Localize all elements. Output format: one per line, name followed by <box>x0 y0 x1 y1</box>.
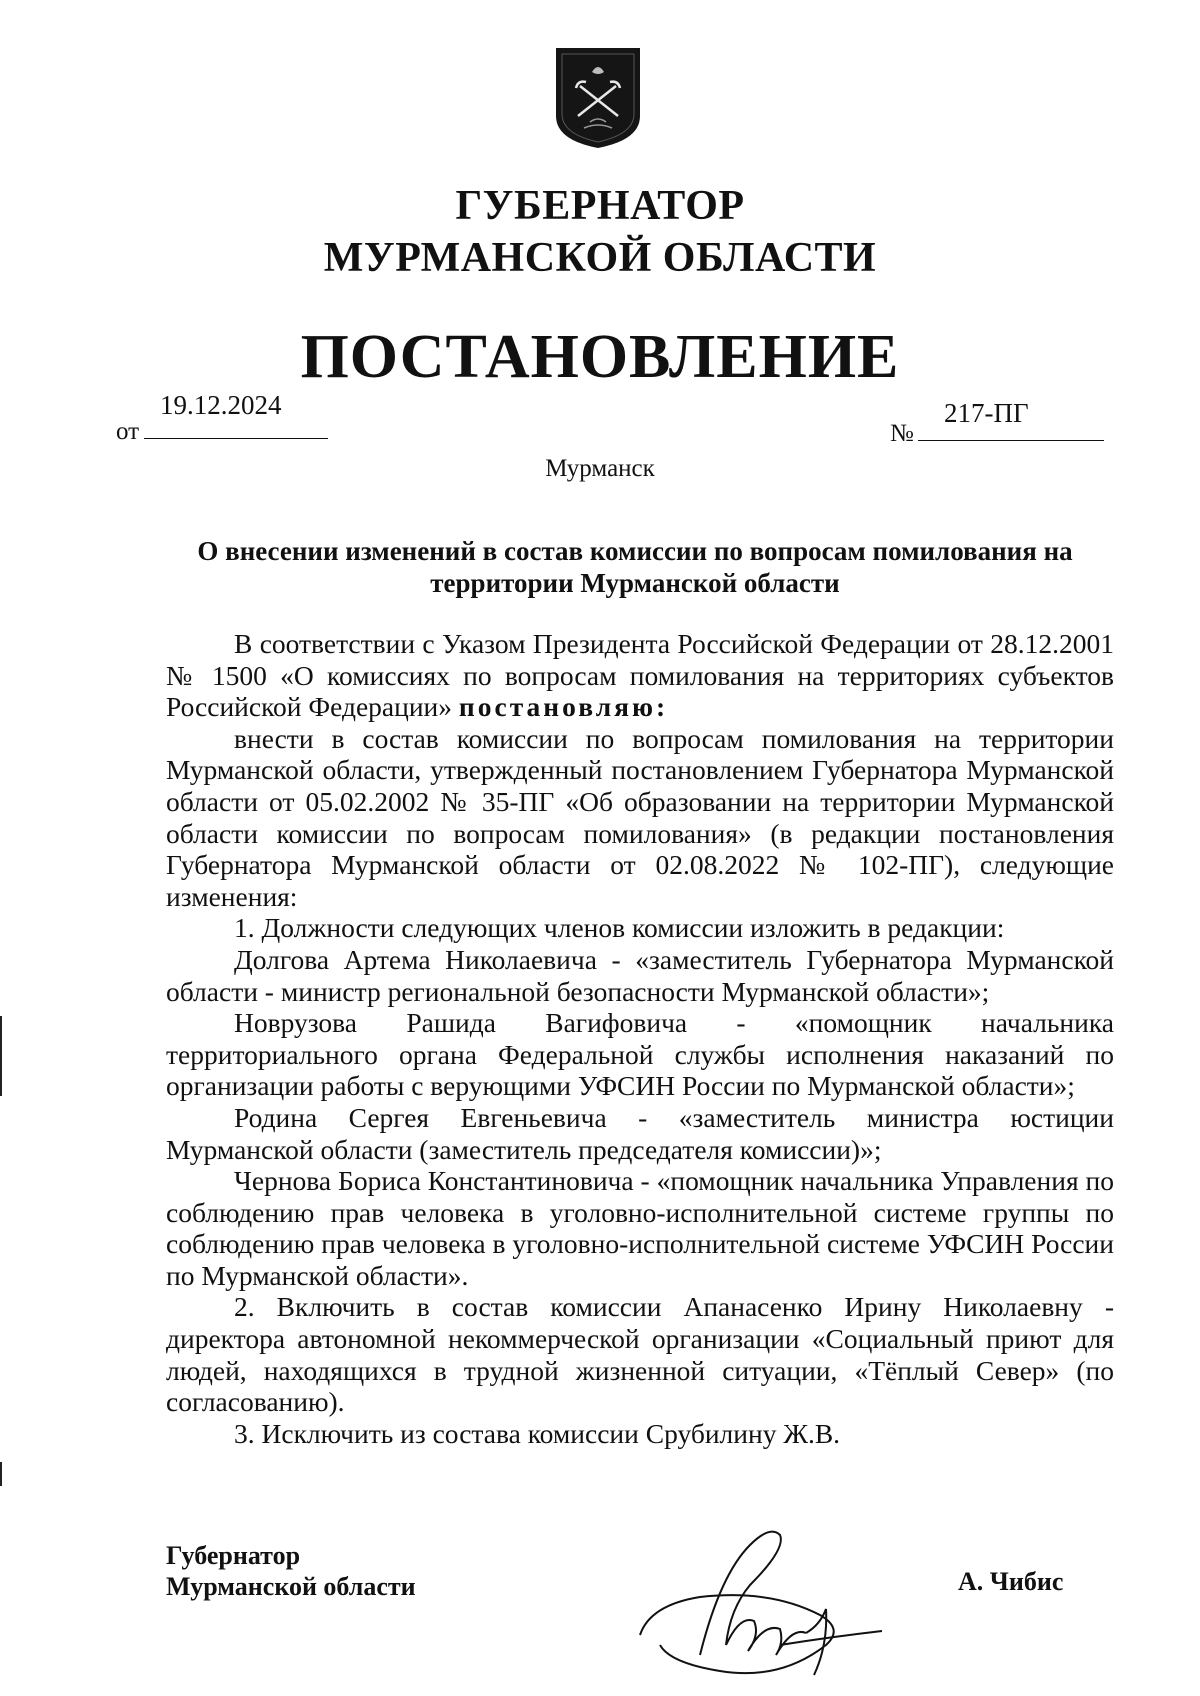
paragraph-1: внести в состав комиссии по вопросам помилования на территории Мурманской области, утвержденный постановлением Губернатора Мурманской области от 05.02.2002 № 35-ПГ «Об образовании на территории Мурманской области комиссии по вопросам помилования» (в редакции постановления Губернатора Мурманской области от 02.08.2022 № 102-ПГ), следующие изменения: <box>166 722 1114 912</box>
number-label: № <box>890 420 914 447</box>
signer-position-line-2: Мурманской области <box>166 1572 416 1601</box>
decree-word: постановляю: <box>458 691 669 723</box>
document-date: 19.12.2024 <box>160 390 282 420</box>
scan-edge-mark <box>0 1462 2 1486</box>
scan-edge-mark <box>0 1016 2 1096</box>
city: Мурманск <box>545 455 655 482</box>
document-type: ПОСТАНОВЛЕНИЕ <box>300 323 900 391</box>
member-1: Долгова Артема Николаевича - «заместитель Губернатора Мурманской области - министр региональной безопасности Мурманской области»; <box>166 943 1114 1007</box>
handwritten-signature-icon <box>630 1505 890 1695</box>
member-4: Чернова Бориса Константиновича - «помощник начальника Управления по соблюдению прав человека в уголовно-исполнительной системе группы по соблюдению прав человека в уголовно-исполнительной системе УФСИН России по Мурманской области». <box>166 1165 1114 1291</box>
title-line-2: территории Мурманской области <box>430 568 840 598</box>
coat-of-arms-icon <box>554 46 642 150</box>
intro-paragraph <box>166 628 1114 723</box>
number-underline <box>918 440 1104 441</box>
title-line-1: О внесении изменений в состав комиссии по вопросам помилования на <box>197 536 1073 566</box>
item-1: 1. Должности следующих членов комиссии изложить в редакции: <box>234 912 1005 944</box>
document-body <box>166 628 1114 1449</box>
authority-line-2: МУРМАНСКОЙ ОБЛАСТИ <box>323 235 877 281</box>
authority-line-1: ГУБЕРНАТОР <box>455 183 745 229</box>
signer-position <box>166 1540 416 1602</box>
signer-name: А. Чибис <box>958 1567 1064 1596</box>
member-3: Родина Сергея Евгеньевича - «заместитель министра юстиции Мурманской области (заместитель председателя комиссии)»; <box>166 1101 1114 1165</box>
authority-name <box>0 180 1200 284</box>
item-3: 3. Исключить из состава комиссии Срубилину Ж.В. <box>234 1417 841 1449</box>
item-2: 2. Включить в состав комиссии Апанасенко Ирину Николаевну - директора автономной некоммерческой организации «Социальный приют для людей, находящихся в трудной жизненной ситуации, «Тёплый Север» (по согласованию). <box>166 1291 1114 1418</box>
intro-text: В соответствии с Указом Президента Российской Федерации от 28.12.2001 № 1500 «О комиссиях по вопросам помилования на территориях субъектов Российской Федерации» <box>166 628 1114 723</box>
signer-position-line-1: Губернатор <box>166 1541 301 1570</box>
from-label: от <box>116 418 140 445</box>
member-2: Новрузова Рашида Вагифовича - «помощник начальника территориального органа Федеральной службы исполнения наказаний по организации работы с верующими УФСИН России по Мурманской области»; <box>166 1007 1114 1102</box>
document-number: 217-ПГ <box>944 398 1029 428</box>
date-underline <box>144 438 328 439</box>
document-title <box>160 535 1110 599</box>
